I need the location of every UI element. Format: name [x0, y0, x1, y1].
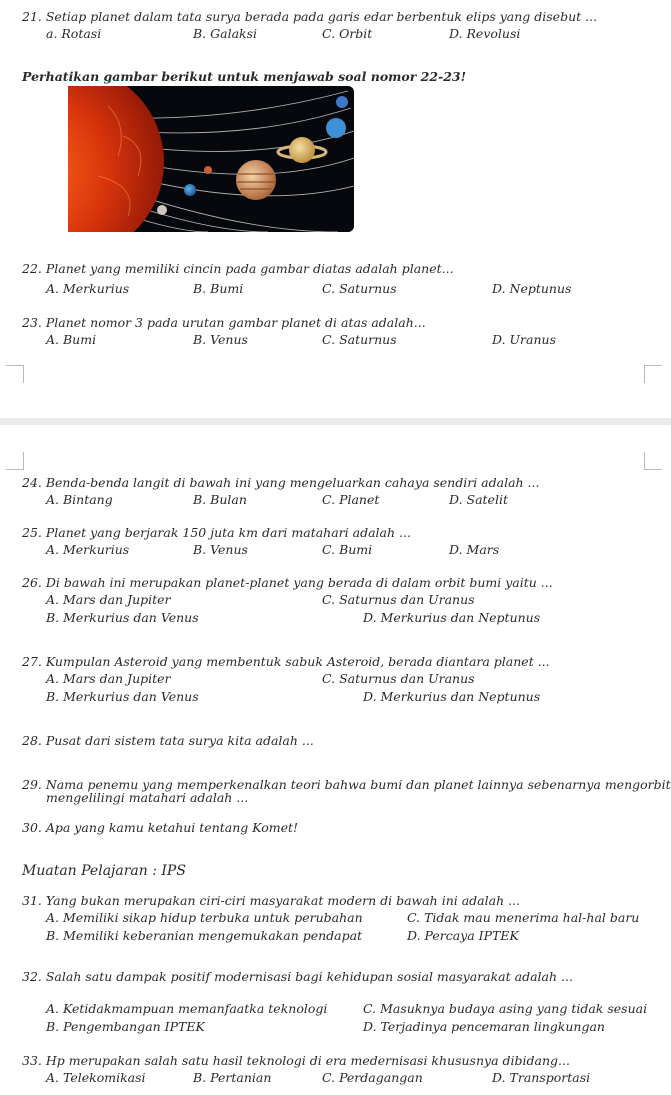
q21-option-b: B. Galaksi: [193, 26, 258, 41]
q24-option-a: A. Bintang: [46, 492, 113, 507]
q31-option-a: A. Memiliki sikap hidup terbuka untuk perubahan: [46, 910, 363, 925]
q32-option-a: A. Ketidakmampuan memanfaatka teknologi: [46, 1001, 328, 1016]
q26-option-d: D. Merkurius dan Neptunus: [363, 610, 541, 625]
crop-mark-top-right: [644, 365, 662, 383]
q24-option-b: B. Bulan: [193, 492, 247, 507]
q21-option-a: a. Rotasi: [46, 26, 102, 41]
q23-option-d: D. Uranus: [492, 332, 557, 347]
q33-question: 33. Hp merupakan salah satu hasil teknologi di era medernisasi khususnya dibidang...: [22, 1053, 570, 1068]
q24-question: 24. Benda-benda langit di bawah ini yang mengeluarkan cahaya sendiri adalah ...: [22, 475, 540, 490]
q31-option-c: C. Tidak mau menerima hal-hal baru: [407, 910, 640, 925]
q27-question: 27. Kumpulan Asteroid yang membentuk sabuk Asteroid, berada diantara planet ...: [22, 654, 550, 669]
q23-option-c: C. Saturnus: [322, 332, 397, 347]
q30-question: 30. Apa yang kamu ketahui tentang Komet!: [22, 820, 299, 835]
section-heading: Muatan Pelajaran : IPS: [22, 863, 186, 879]
q32-question: 32. Salah satu dampak positif modernisasi bagi kehidupan sosial masyarakat adalah ...: [22, 969, 573, 984]
q25-question: 25. Planet yang berjarak 150 juta km dari matahari adalah ...: [22, 525, 411, 540]
q22-option-a: A. Merkurius: [46, 281, 130, 296]
q33-option-d: D. Transportasi: [492, 1070, 591, 1085]
q22-question: 22. Planet yang memiliki cincin pada gambar diatas adalah planet...: [22, 261, 454, 276]
q33-option-b: B. Pertanian: [193, 1070, 272, 1085]
q28-question: 28. Pusat dari sistem tata surya kita adalah ...: [22, 733, 314, 748]
q26-option-c: C. Saturnus dan Uranus: [322, 592, 475, 607]
q32-option-b: B. Pengembangan IPTEK: [46, 1019, 205, 1034]
page-separator: [0, 418, 671, 425]
q24-option-d: D. Satelit: [449, 492, 508, 507]
q25-option-a: A. Merkurius: [46, 542, 130, 557]
q31-question: 31. Yang bukan merupakan ciri-ciri masyarakat modern di bawah ini adalah ...: [22, 893, 521, 908]
solar-system-illustration: [68, 86, 354, 232]
crop-mark-bottom-left: [6, 452, 24, 470]
q21-option-c: C. Orbit: [322, 26, 373, 41]
q31-option-b: B. Memiliki keberanian mengemukakan pendapat: [46, 928, 363, 943]
q25-option-d: D. Mars: [449, 542, 500, 557]
q29-question-line1: 29. Nama penemu yang memperkenalkan teori bahwa bumi dan planet lainnya sebenarnya mengorbit: [22, 777, 671, 792]
q24-option-c: C. Planet: [322, 492, 380, 507]
q27-option-a: A. Mars dan Jupiter: [46, 671, 171, 686]
q22-option-b: B. Bumi: [193, 281, 244, 296]
q23-question: 23. Planet nomor 3 pada urutan gambar planet di atas adalah...: [22, 315, 426, 330]
q26-question: 26. Di bawah ini merupakan planet-planet yang berada di dalam orbit bumi yaitu ...: [22, 575, 553, 590]
q23-option-a: A. Bumi: [46, 332, 97, 347]
q27-option-b: B. Merkurius dan Venus: [46, 689, 199, 704]
crop-mark-bottom-right: [644, 452, 662, 470]
q27-option-c: C. Saturnus dan Uranus: [322, 671, 475, 686]
q31-option-d: D. Percaya IPTEK: [407, 928, 519, 943]
q32-option-d: D. Terjadinya pencemaran lingkungan: [363, 1019, 605, 1034]
q33-option-a: A. Telekomikasi: [46, 1070, 146, 1085]
q22-option-c: C. Saturnus: [322, 281, 397, 296]
q22-option-d: D. Neptunus: [492, 281, 572, 296]
q29-question-line2: mengelilingi matahari adalah ...: [46, 790, 249, 805]
q23-option-b: B. Venus: [193, 332, 248, 347]
q26-option-a: A. Mars dan Jupiter: [46, 592, 171, 607]
crop-mark-top-left: [6, 365, 24, 383]
q33-option-c: C. Perdagangan: [322, 1070, 423, 1085]
q21-question: 21. Setiap planet dalam tata surya berada pada garis edar berbentuk elips yang disebut ...: [22, 9, 598, 24]
q32-option-c: C. Masuknya budaya asing yang tidak sesuai: [363, 1001, 648, 1016]
figure-intro: Perhatikan gambar berikut untuk menjawab soal nomor 22-23!: [22, 69, 467, 84]
q27-option-d: D. Merkurius dan Neptunus: [363, 689, 541, 704]
q26-option-b: B. Merkurius dan Venus: [46, 610, 199, 625]
q25-option-b: B. Venus: [193, 542, 248, 557]
q25-option-c: C. Bumi: [322, 542, 373, 557]
q21-option-d: D. Revolusi: [449, 26, 521, 41]
